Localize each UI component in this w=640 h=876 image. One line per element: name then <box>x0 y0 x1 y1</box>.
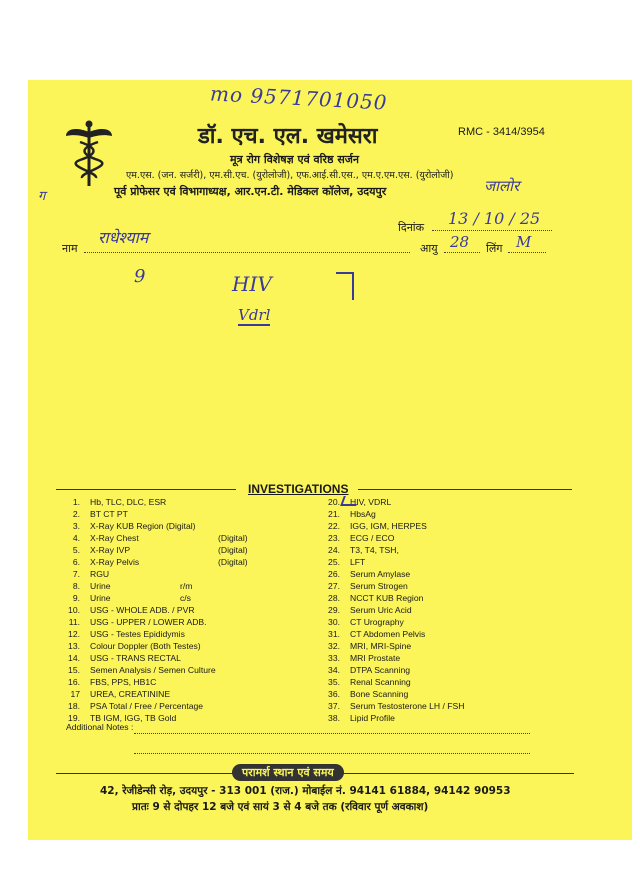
notes-line-2 <box>134 752 530 754</box>
investigation-item: 34. DTPA Scanning <box>328 665 411 675</box>
consult-banner-text: परामर्श स्थान एवं समय <box>242 766 334 779</box>
handwritten-sex: M <box>516 233 532 251</box>
investigation-item: 1. Hb, TLC, DLC, ESR <box>72 497 167 507</box>
investigation-item: 38. Lipid Profile <box>328 713 395 723</box>
investigation-item: 28. NCCT KUB Region <box>328 593 424 603</box>
consult-banner <box>232 764 344 781</box>
investigations-divider-left <box>56 489 236 490</box>
clinic-address: 42, रेजीडेन्सी रोड़, उदयपुर - 313 001 (राज.) मोबाईल नं. 94141 61884, 94142 90953 <box>100 785 511 797</box>
additional-notes-label: Additional Notes : <box>66 722 134 732</box>
investigation-item: 23. ECG / ECO <box>328 533 395 543</box>
investigation-item: 35. Renal Scanning <box>328 677 411 687</box>
clinic-timings: प्रातः 9 से दोपहर 12 बजे एवं सायं 3 से 4 बजे तक (रविवार पूर्ण अवकाश) <box>132 801 429 813</box>
notes-line-1 <box>134 732 530 734</box>
doctor-name: डॉ. एच. एल. खमेसरा <box>198 124 378 149</box>
bracket-mark <box>336 272 354 300</box>
name-label: नाम <box>62 242 78 255</box>
investigation-item: 25. LFT <box>328 557 366 567</box>
sex-label: लिंग <box>486 242 503 255</box>
investigation-item: 7. RGU <box>72 569 110 579</box>
investigation-item: 4. X-Ray Chest (Digital) <box>72 533 248 543</box>
investigation-item: 33. MRI Prostate <box>328 653 401 663</box>
handwritten-left-mark: ग <box>38 189 46 204</box>
investigation-item: 31. CT Abdomen Pelvis <box>328 629 426 639</box>
investigation-item: 14. USG - TRANS RECTAL <box>68 653 181 663</box>
degrees: एम.एस. (जन. सर्जरी), एम.सी.एच. (युरोलोजी), एफ.आई.सी.एस., एम.ए.एम.एस. (युरोलोजी) <box>126 170 454 181</box>
investigations-divider-right <box>358 489 572 490</box>
investigation-item: 22. IGG, IGM, HERPES <box>328 521 427 531</box>
investigation-item: 26. Serum Amylase <box>328 569 411 579</box>
investigation-item: 2. BT CT PT <box>72 509 128 519</box>
investigation-item: 29. Serum Uric Acid <box>328 605 412 615</box>
investigation-item: 16. FBS, PPS, HB1C <box>68 677 157 687</box>
name-line <box>84 251 410 253</box>
handwritten-date: 13 / 10 / 25 <box>448 209 541 228</box>
investigation-item: 12. USG - Testes Epididymis <box>68 629 185 639</box>
investigation-item: 36. Bone Scanning <box>328 689 409 699</box>
investigation-item: 19. TB IGM, IGG, TB Gold <box>68 713 177 723</box>
investigation-item: 30. CT Urography <box>328 617 404 627</box>
investigation-item: 13. Colour Doppler (Both Testes) <box>68 641 201 651</box>
investigation-item: 11. USG - UPPER / LOWER ADB. <box>68 617 207 627</box>
date-line <box>432 229 552 231</box>
investigation-item: 27. Serum Strogen <box>328 581 408 591</box>
rmc-number: RMC - 3414/3954 <box>458 126 545 138</box>
sex-line <box>508 251 546 253</box>
investigations-heading: INVESTIGATIONS <box>248 482 349 496</box>
age-label: आयु <box>420 242 438 255</box>
investigation-item: 15. Semen Analysis / Semen Culture <box>68 665 216 675</box>
investigation-item: 9. Urine c/s <box>72 593 191 603</box>
investigation-item: 8. Urine r/m <box>72 581 193 591</box>
handwritten-test-2: Vdrl <box>238 306 271 324</box>
investigation-item: 24. T3, T4, TSH, <box>328 545 399 555</box>
investigation-item: 3. X-Ray KUB Region (Digital) <box>72 521 196 531</box>
handwritten-age: 28 <box>450 233 470 251</box>
handwritten-mobile: mo 9571701050 <box>209 81 389 115</box>
specialty: मूत्र रोग विशेषज्ञ एवं वरिष्ठ सर्जन <box>230 153 360 166</box>
age-line <box>444 251 480 253</box>
handwritten-name: राधेश्याम <box>98 228 149 247</box>
investigation-item: 5. X-Ray IVP (Digital) <box>72 545 248 555</box>
investigation-item: 10. USG - WHOLE ADB. / PVR <box>68 605 195 615</box>
caduceus-icon <box>64 118 114 188</box>
investigation-item: 20. HIV, VDRL <box>328 497 392 507</box>
handwritten-item-number: 9 <box>134 266 146 287</box>
investigation-item: 37. Serum Testosterone LH / FSH <box>328 701 465 711</box>
investigation-item: 18. PSA Total / Free / Percentage <box>68 701 204 711</box>
investigation-item: 6. X-Ray Pelvis (Digital) <box>72 557 248 567</box>
date-label: दिनांक <box>398 221 425 234</box>
investigation-item: 32. MRI, MRI-Spine <box>328 641 412 651</box>
handwritten-test-1: HIV <box>232 272 272 296</box>
handwritten-city: जालोर <box>484 177 520 195</box>
position: पूर्व प्रोफेसर एवं विभागाध्यक्ष, आर.एन.टी. मेडिकल कॉलेज, उदयपुर <box>114 185 387 198</box>
investigation-item: 17 UREA, CREATININE <box>70 689 171 699</box>
investigation-item: 21. HbsAg <box>328 509 376 519</box>
